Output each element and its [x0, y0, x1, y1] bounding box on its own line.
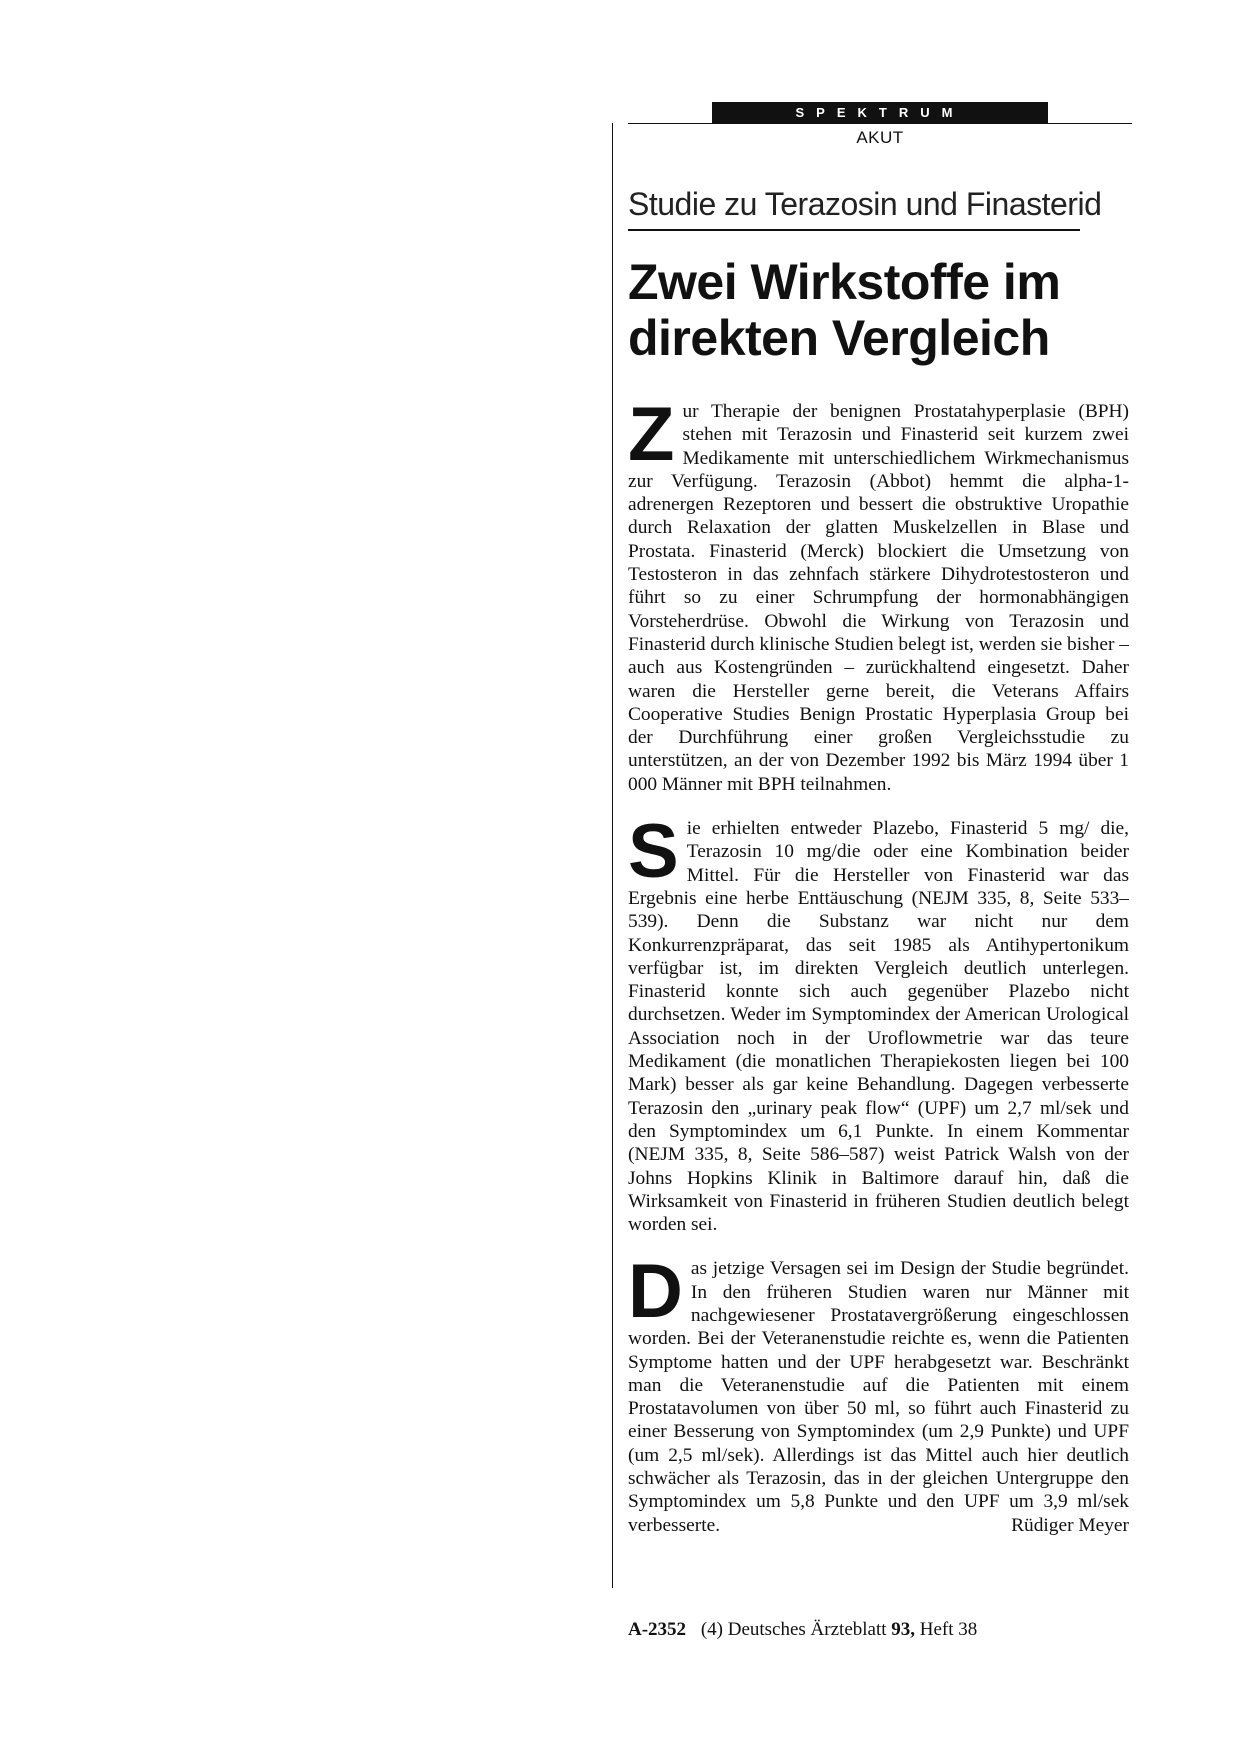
paragraph-2: [628, 809, 1129, 1236]
paragraph-text: ie erhielten entweder Plazebo, Finasterid 5 mg/ die, Terazosin 10 mg/die oder eine Kombination beider Mittel. Für die Hersteller von Finasterid war das Ergebnis eine herbe Enttäuschung (NEJM 335, 8, Seite 533–539). Denn die Substanz war nicht nur dem Konkurrenzpräparat, das seit 1985 als Antihypertonikum verfügbar ist, im direkten Vergleich deutlich unterlegen. Finasterid konnte sich auch gegenüber Plazebo nicht durchsetzen. Weder im Symptomindex der American Urological Association noch in der Uroflowmetrie war das teure Medikament (die monatlichen Therapiekosten liegen bei 100 Mark) besser als gar keine Behandlung. Dagegen verbesserte Terazosin den „urinary peak flow“ (UPF) um 2,7 ml/sek und den Symptomindex um 6,1 Punkte. In einem Kommentar (NEJM 335, 8, Seite 586–587) weist Patrick Walsh von der Johns Hopkins Klinik in Baltimore darauf hin, daß die Wirksamkeit von Finasterid in früheren Studien deutlich belegt worden sei.: [628, 818, 1129, 1236]
article-headline: Zwei Wirkstoffe im direkten Vergleich: [628, 254, 1061, 366]
column-rule: [612, 123, 613, 1588]
article-kicker: Studie zu Terazosin und Finasterid: [628, 186, 1080, 231]
dropcap: S: [628, 809, 679, 895]
article-body: [628, 392, 1129, 1558]
paragraph-3: [628, 1249, 1129, 1537]
header-rule: [628, 123, 1132, 124]
issue-number: Heft 38: [919, 1619, 978, 1640]
dropcap: D: [628, 1249, 683, 1335]
journal-name: (4) Deutsches Ärzteblatt: [700, 1619, 887, 1640]
section-label: SPEKTRUM: [712, 102, 1048, 124]
subsection-label: AKUT: [856, 128, 904, 147]
author-signature: Rüdiger Meyer: [1011, 1514, 1129, 1536]
page-footer: [628, 1619, 977, 1641]
dropcap: Z: [628, 392, 675, 477]
page-number: A-2352: [628, 1619, 687, 1640]
volume-number: 93,: [891, 1619, 916, 1640]
paragraph-text: as jetzige Versagen sei im Design der Studie begründet. In den früheren Studien waren nur Männer mit nachgewiesener Prostatavergrößerung eingeschlossen worden. Bei der Veteranenstudie reichte es, wenn die Patienten Symptome hatten und der UPF herabgesetzt war. Beschränkt man die Veteranenstudie auf die Patienten mit einem Prostatavolumen von über 50 ml, so führt auch Finasterid zu einer Besserung von Symptomindex (um 2,9 Punkte) und UPF (um 2,5 ml/sek). Allerdings ist das Mittel auch hier deutlich schwächer als Terazosin, das in der gleichen Untergruppe den Symptomindex um 5,8 Punkte und den UPF um 3,9 ml/sek verbesserte.: [628, 1258, 1129, 1536]
paragraph-text: ur Therapie der benignen Prostatahyperplasie (BPH) stehen mit Terazosin und Finasterid seit kurzem zwei Medikamente mit unterschiedlichem Wirkmechanismus zur Verfügung. Terazosin (Abbot) hemmt die alpha-1-adrenergen Rezeptoren und bessert die obstruktive Uropathie durch Relaxation der glatten Muskelzellen in Blase und Prostata. Finasterid (Merck) blockiert die Umsetzung von Testosteron in das zehnfach stärkere Dihydrotestosteron und führt so zu einer Schrumpfung der hormonabhängigen Vorsteherdrüse. Obwohl die Wirkung von Terazosin und Finasterid durch klinische Studien belegt ist, werden sie bisher – auch aus Kostengründen – zurückhaltend eingesetzt. Daher waren die Hersteller gerne bereit, die Veterans Affairs Cooperative Studies Benign Prostatic Hyperplasia Group bei der Durchführung einer großen Vergleichsstudie zu unterstützen, an der von Dezember 1992 bis März 1994 über 1 000 Männer mit BPH teilnahmen.: [628, 401, 1129, 795]
paragraph-1: [628, 392, 1129, 796]
